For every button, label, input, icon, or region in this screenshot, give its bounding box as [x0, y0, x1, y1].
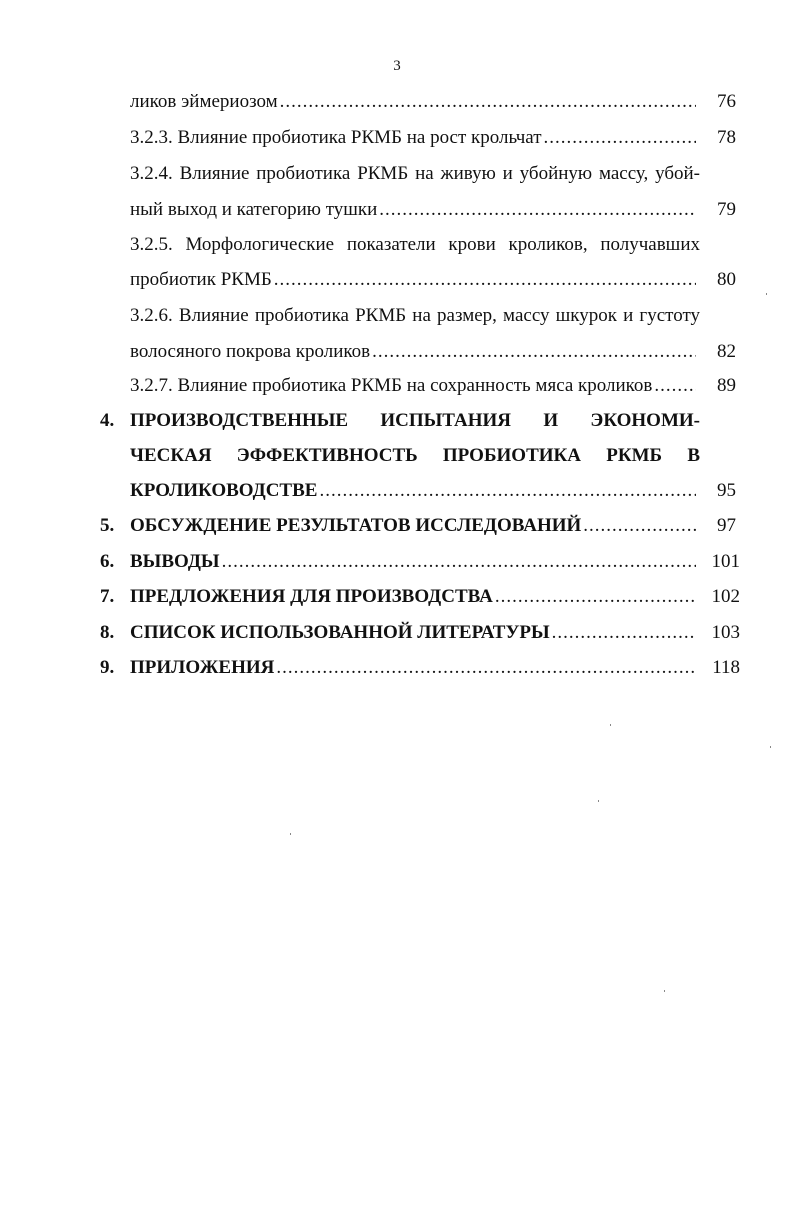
toc-chapter-6 — [130, 550, 696, 574]
toc-chapter-number: 6. — [100, 551, 115, 572]
toc-chapter-4-line1: ПРОИЗВОДСТВЕННЫЕ ИСПЫТАНИЯ И ЭКОНОМИ- — [130, 410, 700, 431]
toc-entry-text: 3.2.3. Влияние пробиотика РКМБ на рост крольчат — [130, 127, 542, 148]
toc-leader-dots — [544, 126, 696, 150]
toc-entry-text: СПИСОК ИСПОЛЬЗОВАННОЙ ЛИТЕРАТУРЫ — [130, 622, 550, 643]
toc-entry-3-2-7 — [130, 374, 696, 398]
toc-entry-continuation — [130, 90, 696, 114]
toc-leader-dots — [319, 479, 696, 503]
toc-leader-dots — [552, 621, 696, 645]
page-number: 3 — [393, 58, 401, 74]
scan-speck — [290, 833, 291, 835]
toc-entry-3-2-4-line2 — [130, 198, 696, 222]
toc-entry-3-2-6-line2 — [130, 340, 696, 364]
toc-entry-text: ный выход и категорию тушки — [130, 199, 378, 220]
scan-speck — [598, 800, 599, 802]
toc-page-number: 82 — [717, 341, 736, 362]
toc-page-number: 102 — [711, 586, 740, 607]
toc-entry-text: 3.2.7. Влияние пробиотика РКМБ на сохранность мяса кроликов — [130, 375, 653, 396]
toc-chapter-5 — [130, 514, 696, 538]
toc-leader-dots — [654, 374, 696, 398]
toc-entry-text: КРОЛИКОВОДСТВЕ — [130, 480, 318, 501]
toc-entry-text: ОБСУЖДЕНИЕ РЕЗУЛЬТАТОВ ИССЛЕДОВАНИЙ — [130, 515, 582, 536]
toc-page-number: 103 — [711, 622, 740, 643]
toc-page-number: 89 — [717, 375, 736, 396]
toc-entry-text: ПРИЛОЖЕНИЯ — [130, 657, 275, 678]
toc-entry-3-2-4-line1: 3.2.4. Влияние пробиотика РКМБ на живую и убойную массу, убой- — [130, 163, 700, 184]
toc-leader-dots — [583, 514, 696, 538]
scan-speck — [664, 990, 665, 992]
scan-speck — [610, 724, 611, 726]
scan-speck — [770, 746, 771, 748]
toc-leader-dots — [280, 90, 696, 114]
toc-entry-text: ВЫВОДЫ — [130, 551, 220, 572]
toc-entry-text: ПРЕДЛОЖЕНИЯ ДЛЯ ПРОИЗВОДСТВА — [130, 586, 493, 607]
toc-chapter-8 — [130, 621, 696, 645]
toc-leader-dots — [495, 585, 696, 609]
toc-leader-dots — [222, 550, 696, 574]
toc-chapter-number: 5. — [100, 515, 115, 536]
toc-leader-dots — [372, 340, 696, 364]
toc-chapter-4-line2: ЧЕСКАЯ ЭФФЕКТИВНОСТЬ ПРОБИОТИКА РКМБ В — [130, 445, 700, 466]
toc-page-number: 76 — [717, 91, 736, 112]
toc-entry-3-2-6-line1: 3.2.6. Влияние пробиотика РКМБ на размер, массу шкурок и густоту — [130, 305, 700, 326]
toc-chapter-number: 9. — [100, 657, 115, 678]
toc-chapter-7 — [130, 585, 696, 609]
toc-page-number: 95 — [717, 480, 736, 501]
toc-leader-dots — [276, 656, 696, 680]
toc-chapter-number: 4. — [100, 410, 115, 431]
toc-page-number: 78 — [717, 127, 736, 148]
toc-leader-dots — [274, 268, 696, 292]
toc-page-number: 80 — [717, 269, 736, 290]
toc-entry-text: пробиотик РКМБ — [130, 269, 272, 290]
toc-chapter-number: 7. — [100, 586, 115, 607]
toc-chapter-4-line3 — [130, 479, 696, 503]
toc-page-number: 97 — [717, 515, 736, 536]
toc-page-number: 118 — [712, 657, 740, 678]
toc-entry-text: волосяного покрова кроликов — [130, 341, 371, 362]
toc-page-number: 79 — [717, 199, 736, 220]
toc-entry-3-2-5-line1: 3.2.5. Морфологические показатели крови кроликов, получавших — [130, 234, 700, 255]
toc-chapter-number: 8. — [100, 622, 115, 643]
toc-entry-3-2-3 — [130, 126, 696, 150]
toc-leader-dots — [379, 198, 696, 222]
toc-entry-text: ликов эймериозом — [130, 91, 278, 112]
toc-chapter-9 — [130, 656, 696, 680]
toc-page-number: 101 — [711, 551, 740, 572]
scan-speck — [766, 293, 767, 295]
toc-entry-3-2-5-line2 — [130, 268, 696, 292]
